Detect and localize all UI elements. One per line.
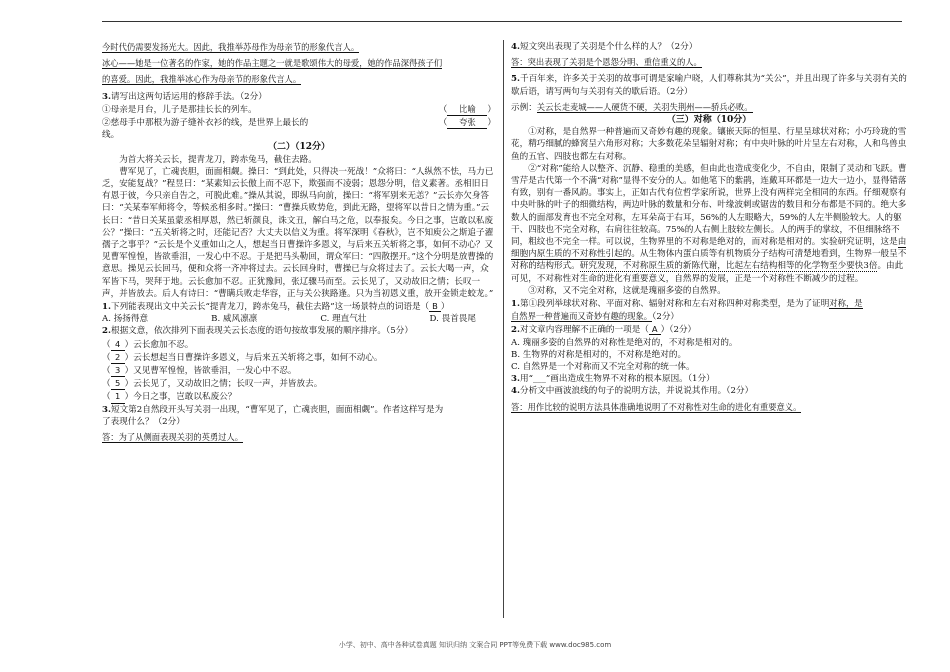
example-label: 示例：	[511, 102, 537, 113]
answer-blank: 夸张	[447, 116, 487, 129]
item-text: ②慈母手中那根为游子缝补衣衫的线，是世界上最长的	[102, 118, 309, 129]
passage-text: ②“对称”能给人以整齐、沉静、稳重的美感，但由此也造成变化少，不自由，限制了灵动和飞跃。曹雪芹是古代第一个不满“对称”显得不安分的人。如他笔下的紫鹃，连戴耳环都是一边大一边小，显得错落有致，别有一番风韵。事实上，正如古代有位哲学家所说，世界上没有两样完全相同的东西。仔细观察有中央叶脉的叶子的细微结构，两边叶脉的数量和分布、叶缘波刺或锯齿的数目和分布都是不同的。绝大多数人的面部发育也不完全对称，左耳朵高于右耳，56%的人左眼略大，59%的人左半侧脸较大。人的躯干、四肢也不完全对称，右肩往往较高。75%的人右侧上肢较左侧长。人的两手的掌纹，不但细脉络不同，粗纹也不完全一样。可以说，生物界里的不对称是绝对的，而对称是相对的。实验研究证明，这是	[511, 163, 907, 248]
passage-paragraph: ③对称，又不完全对称，这就是瑰丽多姿的自然界。	[528, 285, 726, 296]
item-text: 今日之事，岂敢以私废公？	[133, 392, 237, 403]
answer-line: 冰心——她是一位著名的作家，她的作品主题之一就是歌颂伟大的母爱，她的作品深得孩子们	[102, 58, 443, 69]
left-column	[102, 41, 496, 443]
question-5	[511, 73, 907, 97]
q3-item-1: ①母亲是月台，儿子是那挂长长的列车。 （ 比喻 ）	[102, 103, 496, 115]
question-text: 下列能表现出文中关云长“提青龙刀，跨赤兔马，截住去路”这一场景特点的词语是（	[110, 302, 430, 313]
question-text: ）	[440, 302, 450, 313]
answer-line: 今时代仍需要发扬光大。因此，我推举苏母作为母亲节的形象代言人。	[102, 42, 360, 52]
question-text: 了表现什么？（2分）	[102, 416, 185, 427]
passage-text: 。由此可见，不对称性对生命的进化有重要意义，自然界的发展，正是一个对称性不断减少的过程。	[511, 261, 904, 284]
answer-line: 的喜爱。因此，我推举冰心作为母亲节的形象代言人。	[102, 74, 302, 85]
section-title: （三）对称（10分）	[666, 115, 752, 126]
answer-line: 答：突出表现了关羽是个恩怨分明、重信重义的人。	[511, 57, 702, 68]
question-number: 2.	[102, 326, 111, 337]
item-text: 云长想起当日曹操许多恩义，与后来五关斩将之事，如何不动心。	[133, 352, 383, 363]
q5-example	[511, 101, 907, 114]
question-text: （2分）	[652, 312, 680, 323]
question-text: 短文突出表现了关羽是个什么样的人？（2分）	[519, 42, 698, 52]
wavy-underlined-sentence: 研究发现，不对称原生质的新陈代谢，比起左右结构相等的化学物至少要快3倍	[579, 261, 878, 272]
question-text: 分析文中画波浪线的句子的说明方法，并说说其作用。（2分）	[519, 386, 754, 397]
item-text: 云长愈加不忍。	[133, 339, 194, 350]
question-3b	[102, 404, 496, 416]
handwritten-answer	[102, 41, 496, 86]
order-item: （ 4 ）云长愈加不忍。	[102, 338, 194, 350]
item-text: 云长见了，又动故旧之情；长叹一声，并皆放去。	[133, 379, 323, 390]
q1-options	[102, 313, 496, 325]
question-text: 短文第2自然段开头写关羽一出现，“曹军见了，亡魂丧胆，面面相觑”。作者这样写是为	[110, 404, 444, 415]
order-answer: 2	[111, 351, 125, 364]
question-text: 请写出这两句话运用的修辞手法。（2分）	[110, 91, 267, 102]
answer-line: 自然界一种普遍而又奇妙有趣的现象。	[511, 311, 653, 322]
answer-choice: B	[429, 301, 441, 312]
question-text: 根据文意，依次排列下面表现关云长态度的语句按故事发展的顺序排序。（5分）	[110, 326, 413, 337]
section-title: （二）（12分）	[267, 142, 331, 153]
right-column	[511, 41, 907, 413]
underlined-sentence: 由细胞内原生质的不对称性引起的	[511, 237, 907, 260]
order-answer: 3	[111, 364, 125, 377]
question-number: 1.	[102, 302, 111, 313]
question-c	[511, 373, 907, 385]
q3-item-2: ②慈母手中那根为游子缝补衣衫的线，是世界上最长的 （ 夸张 ）	[102, 117, 496, 129]
order-item: （ 2 ）云长想起当日曹操许多恩义，与后来五关斩将之事，如何不动心。	[102, 351, 383, 363]
question-number: 3.	[102, 91, 111, 102]
option: A. 扬扬得意	[102, 314, 149, 325]
question-2	[102, 325, 496, 337]
question-1	[102, 300, 496, 313]
top-rule	[102, 21, 902, 22]
question-d	[511, 385, 907, 397]
question-number: 4.	[511, 42, 520, 52]
question-a	[511, 297, 907, 310]
order-answer: 4	[111, 338, 125, 351]
item-text: ①母亲是月台，儿子是那挂长长的列车。	[102, 104, 257, 115]
item-text: 线。	[102, 130, 120, 141]
question-4	[511, 41, 907, 53]
answer-choice: A	[649, 324, 661, 335]
answer-blank: 比喻	[447, 103, 487, 116]
column-divider	[503, 40, 504, 618]
order-item: （ 1 ）今日之事，岂敢以私废公？	[102, 391, 237, 403]
answer-line: 关云长走麦城——人硬货不硬，关羽失荆州——骄兵必败。	[536, 101, 753, 112]
option: D. 畏首畏尾	[429, 314, 476, 325]
item-text: 又见曹军惶惶，皆欲垂泪，一发心中不忍。	[133, 366, 297, 377]
question-number: 3.	[102, 404, 111, 415]
question-number: 3.	[511, 374, 520, 385]
order-answer: 1	[111, 390, 125, 403]
option: B. 威风凛凛	[211, 314, 258, 325]
question-text: ）（2分）	[660, 325, 697, 336]
question-3	[102, 91, 496, 103]
question-text: 用“___”画出造成生物界不对称的根本原因。（1分）	[519, 374, 715, 385]
option: B. 生物界的对称是相对的，不对称是绝对的。	[511, 349, 687, 360]
option: C. 理直气壮	[320, 314, 367, 325]
option: A. 瑰丽多姿的自然界的对称性是绝对的，不对称是相对的。	[511, 337, 738, 348]
order-item: （ 3 ）又见曹军惶惶，皆欲垂泪，一发心中不忍。	[102, 365, 297, 377]
question-text: 千百年来，许多关于关羽的故事可谓是家喻户晓，人们尊称其为“关公”，并且出现了许多与关羽有关的歇后语，请写两句与关羽有关的歇后语。（2分）	[511, 74, 907, 97]
question-number: 5.	[511, 74, 520, 85]
question-number: 1.	[511, 299, 520, 310]
question-b	[511, 323, 907, 336]
page-footer: 小学、初中、高中各种试卷真题 知识归纳 文案合同 PPT等免费下载 www.doc985.com	[338, 641, 612, 649]
passage-paragraph: 为首大将关云长，提青龙刀，跨赤兔马，截住去路。	[119, 154, 317, 165]
passage-text: 。从生物体内蛋白质等有机物质分子结构可清楚地看到，生物界一般呈不对称的结构形式。	[511, 249, 907, 272]
passage-paragraph	[511, 163, 907, 285]
order-item: （ 5 ）云长见了，又动故旧之情；长叹一声，并皆放去。	[102, 378, 323, 390]
answer-line: 答：用作比较的说明方法具体准确地说明了不对称性对生命的进化有重要意义。	[511, 401, 802, 412]
question-text: 第①段列举球状对称、平面对称、辐射对称和左右对称四种对称类型，是为了证明	[519, 299, 830, 310]
question-text: 对文章内容理解不正确的一项是（	[519, 325, 649, 336]
answer-line: 答：为了从侧面表现关羽的英勇过人。	[102, 432, 244, 443]
question-number: 4.	[511, 386, 520, 397]
passage-paragraph: ①对称，是自然界一种普遍而又奇妙有趣的现象。镶嵌天际的恒星、行星呈球状对称；小巧玲珑的雪花，精巧细腻的蜂窝呈六角形对称；大多数花朵呈辐射对称；有中央叶脉的叶片呈左右对称，人和鸟兽虫鱼的五官、四肢也都左右对称。	[511, 127, 907, 162]
question-number: 2.	[511, 325, 520, 336]
order-answer: 5	[111, 377, 125, 390]
option: C. 自然界是一个对称而又不完全对称的统一体。	[511, 362, 695, 373]
answer-line: 对称，是	[829, 298, 863, 309]
passage-paragraph: 曹军见了，亡魂丧胆，面面相觑。操曰：“到此处，只得决一死战！”众将曰：“人纵然不怯，马力已乏，安能复战？”程昱曰：“某素知云长傲上而不忍下，欺强而不凌弱；恩怨分明，信义素著。丞相旧日有恩于彼，今只亲自告之，可脱此难。”操从其说，即纵马向前，操曰：“将军别来无恙？”云长亦欠身答曰：“关某奉军师将令，等候丞相多时。”操曰：“曹操兵败势危，到此无路，望将军以昔日之情为重。”云长曰：“昔日关某虽蒙丞相厚恩，然已斩颜良，诛文丑，解白马之危，以奉报矣。今日之事，岂敢以私废公？”操曰：“五关斩将之时，还能记否？大丈夫以信义为重。将军深明《春秋》，岂不知庾公之斯追子濯孺子之事乎？”云长是个义重如山之人，想起当日曹操许多恩义，与后来五关斩将之事，如何不动心？又见曹军惶惶，皆欲垂泪，一发心中不忍。于是把马头勒回，谓众军曰：“四散摆开。”这个分明是放曹操的意思。操见云长回马，便和众将一齐冲将过去。云长回身时，曹操已与众将过去了。云长大喝一声，众军皆下马，哭拜于地。云长愈加不忍。正犹豫间，张辽骤马而至。云长见了，又动故旧之情；长叹一声，并皆放去。后人有诗曰：“曹瞒兵败走华容，正与关公狭路逢。只为当初恩义重，放开金锁走蛟龙。”	[102, 166, 494, 299]
